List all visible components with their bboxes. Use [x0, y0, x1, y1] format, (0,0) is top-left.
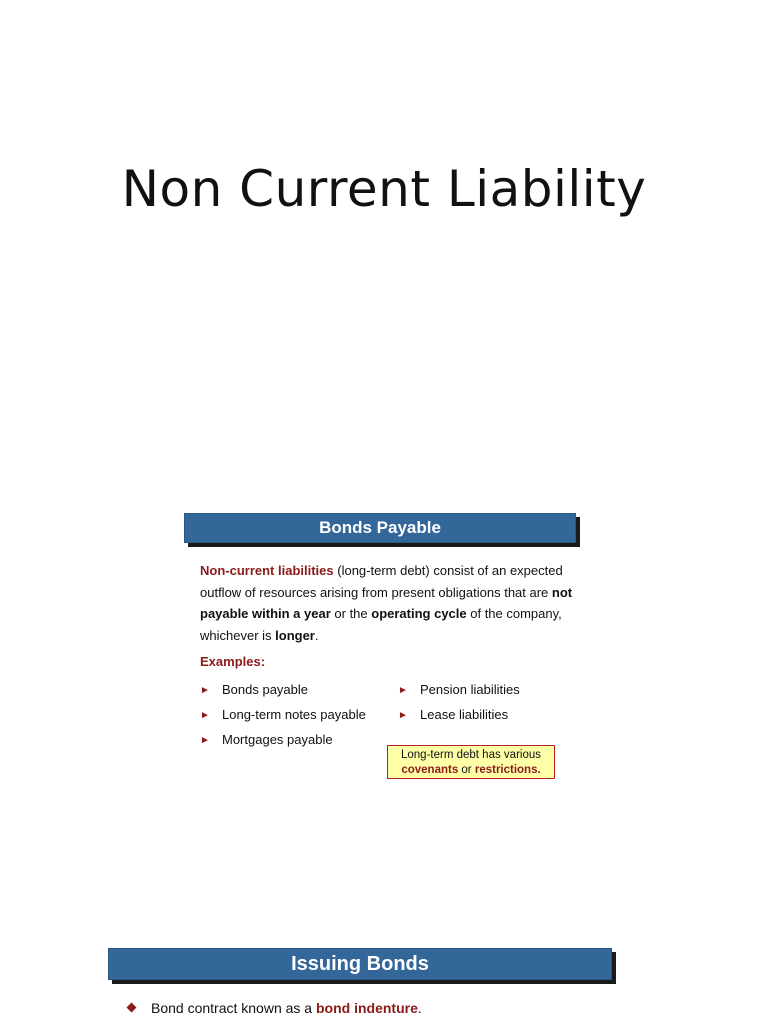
term-non-current: Non-current liabilities [200, 563, 334, 578]
banner-label: Issuing Bonds [291, 953, 429, 975]
page-title: Non Current Liability [121, 160, 647, 218]
callout-covenants: covenants [401, 764, 459, 776]
arrow-bullet-icon: ► [200, 735, 210, 746]
para-bold-longer: longer [275, 627, 315, 643]
bullet-end: . [417, 1000, 422, 1016]
para-text: of the company, whichever is [200, 606, 562, 643]
callout-line2 [388, 763, 554, 778]
definition-paragraph [200, 560, 580, 646]
covenants-callout [387, 745, 555, 779]
para-bold-year: not payable within a year [200, 584, 573, 621]
bonds-payable-banner [184, 513, 576, 543]
example-item [398, 682, 520, 697]
para-text: . [314, 627, 319, 643]
para-text: (long-term debt) consist of an expected outflow of resources arising from present obligations that are [200, 563, 563, 600]
arrow-bullet-icon: ► [200, 710, 210, 721]
example-item [398, 707, 508, 722]
arrow-bullet-icon: ► [398, 710, 408, 721]
bullet-text: Bond contract known as a [151, 1000, 316, 1016]
arrow-bullet-icon: ► [200, 685, 210, 696]
callout-restrictions: restrictions. [474, 764, 541, 776]
bullet-highlight: bond indenture [316, 1000, 418, 1016]
example-text: Mortgages payable [222, 732, 333, 747]
para-text: or the [330, 606, 372, 621]
callout-or: or [458, 764, 475, 776]
examples-label: Examples: [200, 654, 266, 669]
issuing-bonds-banner [108, 948, 612, 980]
example-item [200, 732, 333, 747]
example-text: Lease liabilities [420, 707, 509, 722]
callout-line1: Long-term debt has various [401, 749, 541, 761]
bond-indenture-bullet [128, 1000, 422, 1016]
example-text: Bonds payable [222, 682, 309, 697]
example-text: Long-term notes payable [222, 707, 366, 722]
banner-label: Bonds Payable [319, 518, 441, 537]
para-bold-cycle: operating cycle [371, 606, 467, 621]
arrow-bullet-icon: ► [398, 685, 408, 696]
example-item [200, 707, 366, 722]
diamond-bullet-icon [127, 1003, 137, 1013]
example-item [200, 682, 308, 697]
example-text: Pension liabilities [420, 682, 520, 697]
